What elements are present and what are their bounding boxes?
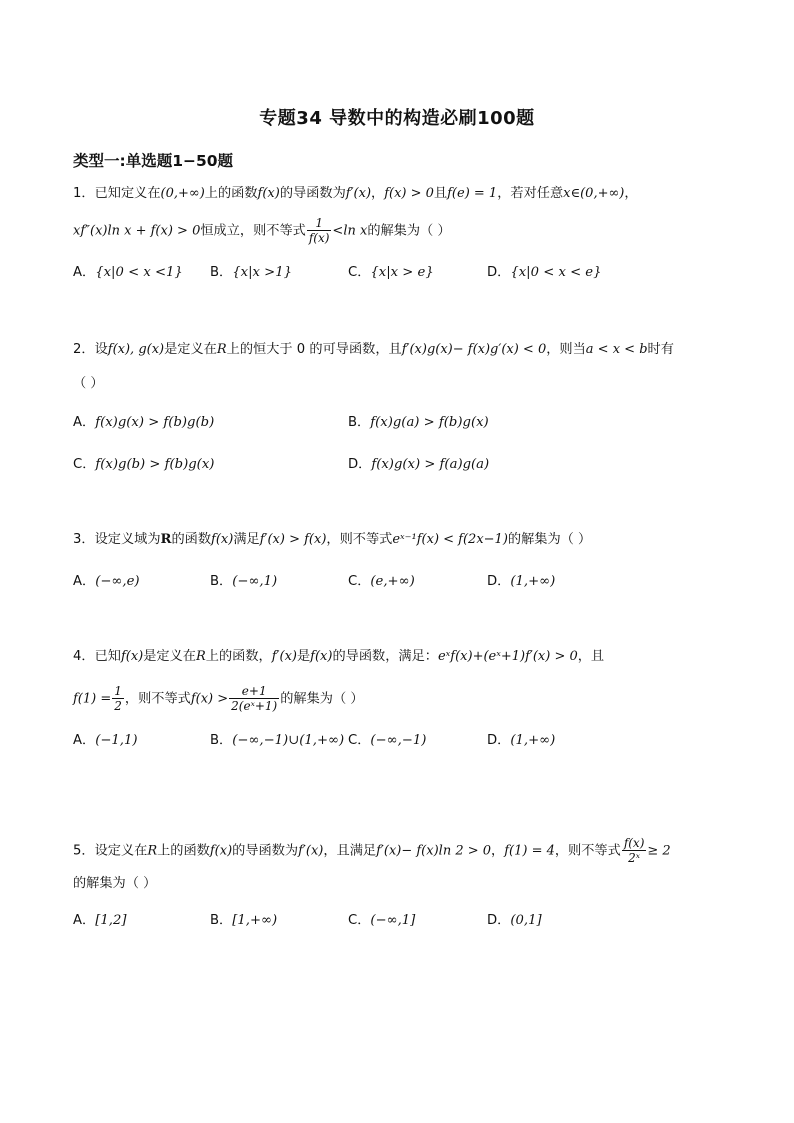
page-title: 专题34 导数中的构造必刷100题	[259, 108, 535, 129]
question-1-option-b: B．{x|x >1}	[210, 265, 292, 280]
question-1-line-1: 1．已知定义在(0,+∞)上的函数f(x)的导函数为f′(x)，f(x) > 0且f(e) = 1，若对任意x∈(0,+∞)，	[73, 186, 638, 201]
question-3-option-b: B．(−∞,1)	[210, 574, 278, 589]
question-4-option-b: B．(−∞,−1)∪(1,+∞)	[210, 733, 345, 748]
question-2-line-1: 2．设f(x), g(x)是定义在R上的恒大于 0 的可导函数，且f′(x)g(x)− f(x)g′(x) < 0，则当a < x < b时有	[73, 342, 674, 357]
fraction-half: $\frac{1}{2}$	[114, 684, 122, 713]
fraction: $\frac{f(x)}{\text{2ˣ}}$	[623, 836, 645, 865]
question-2-option-a: A．f(x)g(x) > f(b)g(b)	[73, 415, 215, 430]
question-1-option-a: A．{x|0 < x <1}	[73, 265, 183, 280]
question-3-option-a: A．(−∞,e)	[73, 574, 140, 589]
question-5-option-c: C．(−∞,1]	[348, 913, 416, 928]
fraction: $\frac{1}{f(x)}$	[308, 216, 330, 245]
question-1-option-c: C．{x|x > e}	[348, 265, 434, 280]
question-1-line-2: xf″(x)ln x + f(x) > 0恒成立，则不等式 $\frac{1}{f(x)}$ <ln x的解集为（ ）	[73, 216, 451, 245]
question-1-option-d: D．{x|0 < x < e}	[487, 265, 602, 280]
fraction: $\frac{e+1}{\text{2(eˣ+1)}}$	[231, 684, 278, 713]
question-4-line-1: 4．已知f(x)是定义在R上的函数，f′(x)是f(x)的导函数，满足：eˣf(x)+(eˣ+1)f′(x) > 0，且	[73, 649, 605, 664]
question-3-option-c: C．(e,+∞)	[348, 574, 415, 589]
question-5-option-b: B．[1,+∞)	[210, 913, 278, 928]
question-2-option-d: D．f(x)g(x) > f(a)g(a)	[348, 457, 490, 472]
question-5-line-2: 的解集为（ ）	[73, 876, 157, 891]
question-3-option-d: D．(1,+∞)	[487, 574, 556, 589]
question-3-line-1: 3．设定义域为R的函数f(x)满足f′(x) > f(x)，则不等式eˣ⁻¹f(x) < f(2x−1)的解集为（ ）	[73, 532, 592, 547]
question-5-option-a: A．[1,2]	[73, 913, 127, 928]
question-2-line-2: （ ）	[73, 376, 104, 391]
question-2-option-b: B．f(x)g(a) > f(b)g(x)	[348, 415, 489, 430]
question-2-option-c: C．f(x)g(b) > f(b)g(x)	[73, 457, 215, 472]
question-5-option-d: D．(0,1]	[487, 913, 542, 928]
question-4-option-a: A．(−1,1)	[73, 733, 138, 748]
question-4-option-c: C．(−∞,−1)	[348, 733, 427, 748]
question-5-line-1: 5．设定义在R上的函数f(x)的导函数为f′(x)，且满足f′(x)− f(x)ln 2 > 0，f(1) = 4，则不等式 $\frac{f(x)}{\text{2ˣ}}$ ≥ 2	[73, 836, 671, 865]
question-4-option-d: D．(1,+∞)	[487, 733, 556, 748]
section-heading: 类型一:单选题1−50题	[73, 152, 234, 170]
question-4-line-2: f(1) = $\frac{1}{2}$ ，则不等式f(x) > $\frac{e+1}{\text{2(eˣ+1)}}$ 的解集为（ ）	[73, 684, 364, 713]
